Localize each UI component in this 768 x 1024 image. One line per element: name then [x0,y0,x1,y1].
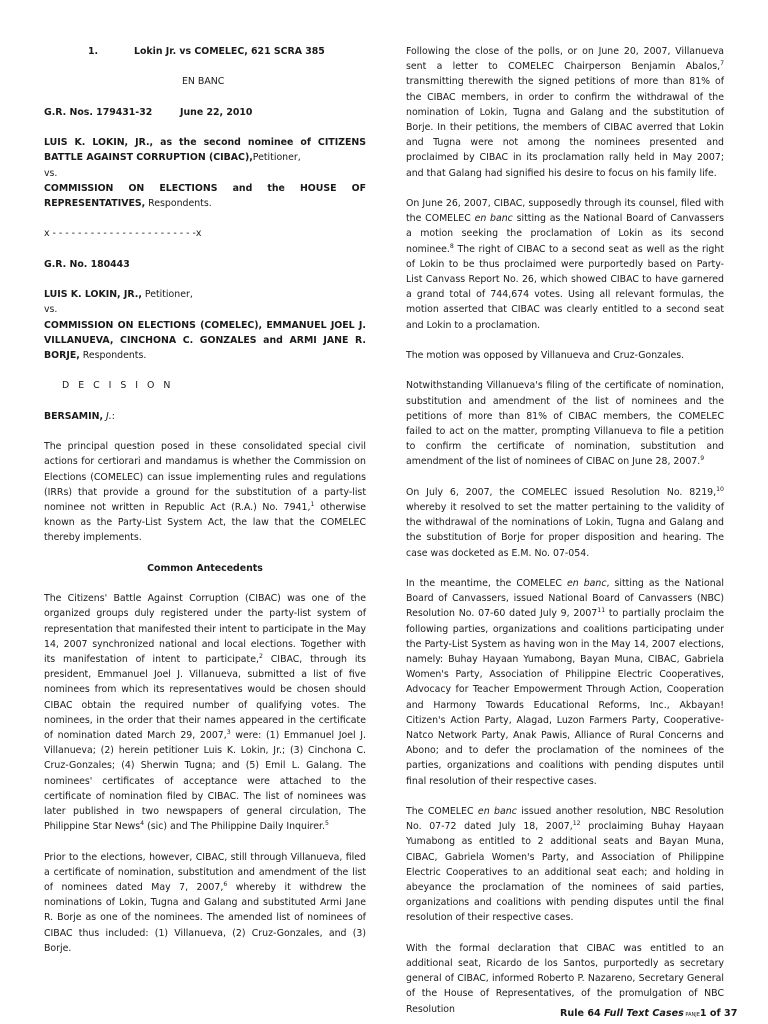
footnote-ref: 5 [324,820,329,828]
page-total: 37 [724,1008,738,1019]
paragraph: Notwithstanding Villanueva's filing of the certificate of nomination, substitution and amendment of the list of nominees and the petitions of more than 81% of CIBAC members, the COMELEC failed to act on the matter, prompting Villanueva to file a petition to confirm the certificate of nomination, substitution and amendment of the list of nominees of CIBAC on June 28, 2007.$^9$ [406,380,724,468]
footnote-ref: 4 [140,820,145,828]
left-column [44,44,366,956]
footnote-ref: 6 [223,880,228,888]
case-title: Lokin Jr. vs COMELEC, 621 SCRA 385 [134,46,325,57]
ponente: BERSAMIN, J.: [44,410,115,422]
footer-prefix: Rule 64 [560,1008,605,1019]
paragraph: Following the close of the polls, or on June 20, 2007, Villanueva sent a letter to COMELEC Chairperson Benjamin Abalos,$^7$ transmitting therewith the signed petitions of more than 81% of the CIBAC members, in order to confirm the withdrawal of the nomination of Lokin, Tugna and Galang and the substitution of Borje. In their petitions, the members of CIBAC averred that Lokin and Tugna were not among the nominees presented and proclaimed by CIBAC in its proclamation rally held in May 2007; and that Galang had signified his desire to focus on his family life. [406,46,724,179]
footnote-ref: 10 [716,485,724,493]
paragraph: On June 26, 2007, CIBAC, supposedly through its counsel, filed with the COMELEC en banc sitting as the National Board of Canvassers a motion seeking the proclamation of Lokin as its second nominee.$^8$ The right of CIBAC to a second seat as well as the right of Lokin to be thus proclaimed were purportedly based on Party-List Canvass Report No. 26, which showed CIBAC to have garnered a grand total of 744,674 votes. Using all relevant formulas, the motion asserted that CIBAC was clearly entitled to a second seat and Lokin to a proclamation. [406,198,725,331]
footnote-ref: 1 [310,500,315,508]
respondents-1: COMMISSION ON ELECTIONS and the HOUSE OF REPRESENTATIVES, Respondents. [44,182,366,209]
vs-2: vs. [44,304,58,316]
gr-number-1: G.R. Nos. 179431-32 [44,106,153,118]
paragraph: The COMELEC en banc issued another resolution, NBC Resolution No. 07-72 dated July 18, 2007,12 proclaiming Buhay Hayaan Yumabong as entitled to 2 additional seats and Bayan Muna, CIBAC, Gabriela Women's Party, and Association of Philippine Electric Cooperatives to an additional seat each; and holding in abeyance the proclamation of the nominees of said parties, organizations and coalitions with pending disputes until the final resolution of their respective cases. [406,806,725,924]
footnote-ref: 8 [449,242,454,250]
paragraph: The principal question posed in these consolidated special civil actions for certiorari and mandamus is whether the Commission on Elections (COMELEC) can issue implementing rules and regulations (IRRs) that provide a ground for the substitution of a party-list nominee not written in Republic Act (R.A.) No. 7941,$^1$ otherwise known as the Party-List System Act, the law that the COMELEC thereby implements. [44,441,366,544]
decision-heading: D E C I S I O N [62,380,174,392]
respondents-2: COMMISSION ON ELECTIONS (COMELEC), EMMANUEL JOEL J. VILLANUEVA, CINCHONA C. GONZALES and ARMI JANE R. BORJE, Respondents. [44,319,366,361]
case-number: 1. [88,46,99,57]
gr-date-1: June 22, 2010 [180,106,253,118]
footer-italic: Full Text Cases [604,1008,684,1019]
footer-small: PANJE [683,1012,700,1018]
section-heading: Common Antecedents [147,562,263,574]
page-footer [560,1008,737,1019]
paragraph: With the formal declaration that CIBAC was entitled to an additional seat, Ricardo de los Santos, purportedly as secretary general of CIBAC, informed Roberto P. Nazareno, Secretary General of the House of Representatives, of the promulgation of NBC Resolution [406,942,724,1015]
footnote-ref: 3 [226,728,231,736]
page-number: 1 [699,1008,707,1019]
case-heading [44,44,366,59]
paragraph: On July 6, 2007, the COMELEC issued Resolution No. 8219,10 whereby it resolved to set the matter pertaining to the validity of the withdrawal of the nominations of Lokin, Tugna and Galang and the substitution of Borje for proper disposition and hearing. The case was docketed as E.M. No. 07-054. [406,485,724,559]
paragraph: In the meantime, the COMELEC en banc, sitting as the National Board of Canvassers, issued National Board of Canvassers (NBC) Resolution No. 07-60 dated July 9, 2007$^{11}$ to partially proclaim the following parties, organizations and coalitions participating under the Party-List System as having won in the May 14, 2007 elections, namely: Buhay Hayaan Yumabong, Bayan Muna, CIBAC, Gabriela Women's Party, Association of Philippine Electric Cooperatives, Advocacy for Teacher Empowerment Through Action, Cooperation and Harmony Towards Educational Reforms, Inc., Akbayan! Citizen's Action Party, Alagad, Luzon Farmers Party, Cooperative-Natco Network Party, Anak Pawis, Alliance of Rural Concerns and Abono; and to defer the proclamation of the nominees of the parties, organizations and coalitions with pending disputes until final resolution of their respective cases. [406,578,724,787]
gr-number-line-1 [44,105,366,120]
right-column [406,44,724,1017]
case-separator: x - - - - - - - - - - - - - - - - - - - - - - -x [44,228,202,240]
petitioner-1: LUIS K. LOKIN, JR., as the second nominee of CITIZENS BATTLE AGAINST CORRUPTION (CIBAC),Petitioner, [44,137,366,164]
paragraph: Prior to the elections, however, CIBAC, still through Villanueva, filed a certificate of nomination, substitution and amendment of the list of nominees dated May 7, 2007,$^6$ whereby it withdrew the nominations of Lokin, Tugna and Galang and substituted Armi Jane R. Borje as one of the nominees. The amended list of nominees of CIBAC thus included: (1) Villanueva, (2) Cruz-Gonzales, and (3) Borje. [44,851,367,954]
petitioner-2: LUIS K. LOKIN, JR., Petitioner, [44,289,193,301]
footnote-ref: 2 [258,652,263,660]
vs-1: vs. [44,167,58,179]
footnote-ref: 12 [572,820,581,828]
footnote-ref: 9 [700,455,705,463]
paragraph: The motion was opposed by Villanueva and Cruz-Gonzales. [406,350,685,362]
footer-of: of [706,1008,725,1019]
en-banc-label: EN BANC [182,76,225,88]
paragraph: The Citizens' Battle Against Corruption (CIBAC) was one of the organized groups duly registered under the party-list system of representation that manifested their intent to participate in the May 14, 2007 synchronized national and local elections. Together with its manifestation of intent to participate,$^2$ CIBAC, through its president, Emmanuel Joel J. Villanueva, submitted a list of five nominees from which its representatives would be chosen should CIBAC obtain the required number of qualifying votes. The nominees, in the order that their names appeared in the certificate of nomination dated March 29, 2007,$^3$ were: (1) Emmanuel Joel J. Villanueva; (2) herein petitioner Luis K. Lokin, Jr.; (3) Cinchona C. Cruz-Gonzales; (4) Sherwin Tugna; and (5) Emil L. Galang. The nominees' certificates of acceptance were attached to the certificate of nomination filed by CIBAC. The list of nominees was later published in two newspapers of general circulation, The Philippine Star News$^4$ (sic) and The Philippine Daily Inquirer.$^5$ [44,593,366,833]
gr-number-2: G.R. No. 180443 [44,258,130,270]
footnote-ref: 11 [597,607,606,615]
footnote-ref: 7 [720,60,724,68]
